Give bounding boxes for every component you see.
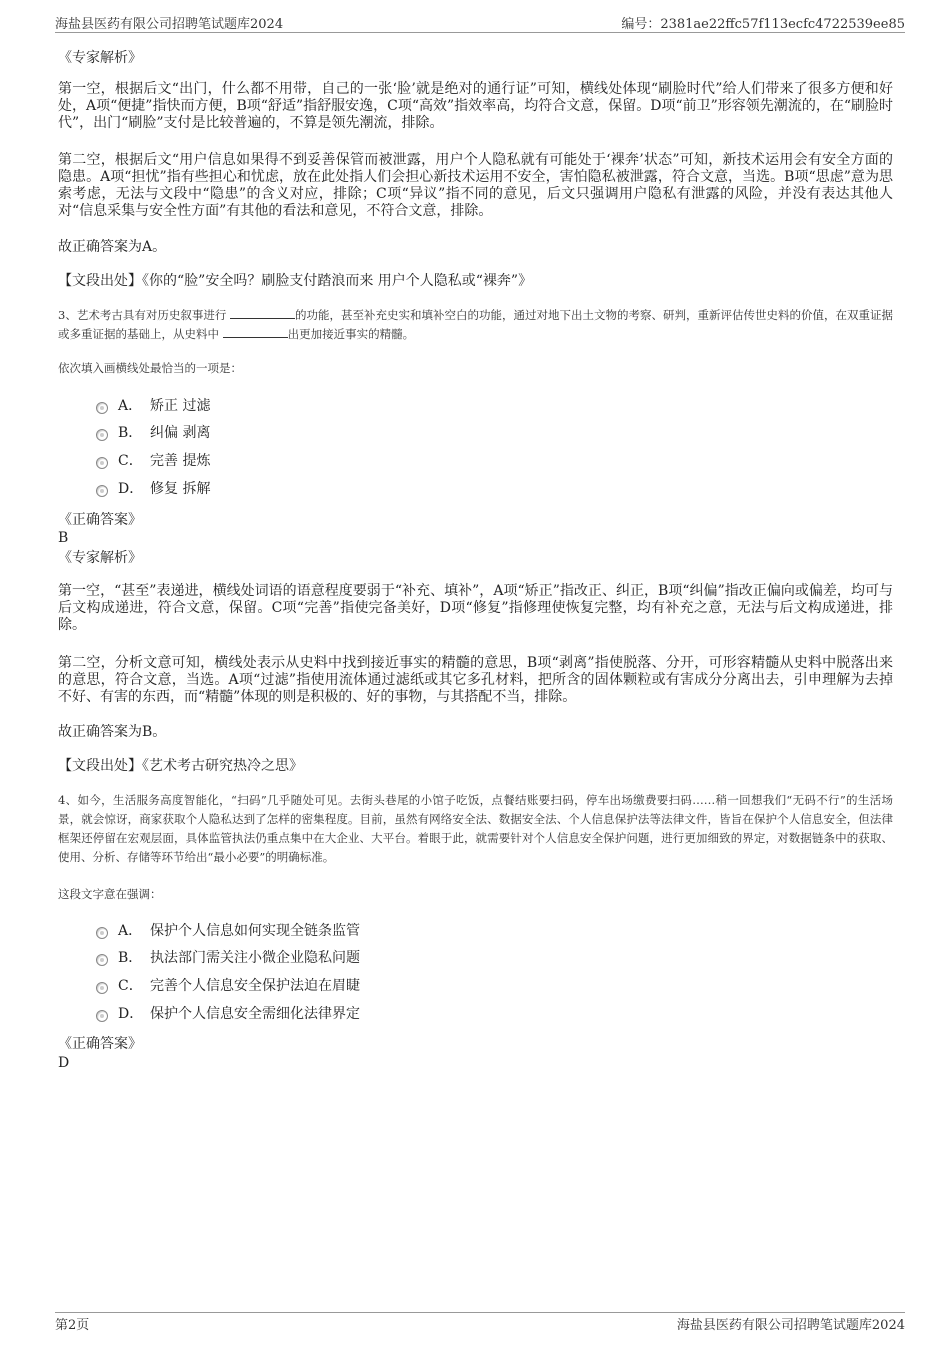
q3-option-b[interactable] bbox=[96, 423, 210, 443]
option-letter: D． bbox=[118, 1006, 144, 1022]
footer-divider bbox=[55, 1312, 905, 1313]
radio-icon[interactable] bbox=[96, 1010, 108, 1022]
option-text: 完善 提炼 bbox=[150, 453, 211, 469]
q4-option-d[interactable] bbox=[96, 1004, 360, 1024]
q3-prompt: 依次填入画横线处最恰当的一项是： bbox=[58, 361, 242, 375]
radio-icon[interactable] bbox=[96, 927, 108, 939]
q3-option-c[interactable] bbox=[96, 451, 210, 471]
radio-icon[interactable] bbox=[96, 954, 108, 966]
page-number: 第2页 bbox=[55, 1318, 90, 1333]
q4-prompt: 这段文字意在强调： bbox=[58, 887, 162, 901]
q2-source: 【文段出处】《你的“脸”安全吗？刷脸支付踏浪而来 用户个人隐私或“裸奔”》 bbox=[58, 273, 533, 289]
q3-text-part-2: 的功能，甚至补充史实和填补空白的功能，通过对地下出土文物的考察、研判，重新评估传世史料的价值，在双重证据或多重证据的基础上，从史料中 bbox=[58, 308, 893, 341]
q3-option-d[interactable] bbox=[96, 479, 210, 499]
radio-icon[interactable] bbox=[96, 429, 108, 441]
q3-blank-2 bbox=[223, 326, 288, 338]
option-letter: C． bbox=[118, 453, 143, 469]
option-letter: D． bbox=[118, 481, 144, 497]
radio-icon[interactable] bbox=[96, 485, 108, 497]
header-divider bbox=[55, 32, 905, 33]
option-letter: B． bbox=[118, 950, 143, 966]
q4-question-text: 4、如今，生活服务高度智能化，“扫码”几乎随处可见。去街头巷尾的小馆子吃饭，点餐结账要扫码，停车出场缴费要扫码……稍一回想我们“无码不行”的生活场景，就会惊讶，商家获取个人隐私达到了怎样的密集程度。目前，虽然有网络安全法、数据安全法、个人信息保护法等法律文件，皆旨在保护个人信息安全，但法律框架还停留在宏观层面，具体监管执法仍重点集中在大企业、大平台。着眼于此，就需要针对个人信息安全保护问题，进行更加细致的界定，对数据链条中的获取、使用、分析、存储等环节给出“最小必要”的明确标准。 bbox=[58, 793, 893, 864]
q2-analysis-paragraph-1: 第一空，根据后文“出门，什么都不用带，自己的一张‘脸’就是绝对的通行证”可知，横线处体现“刷脸时代”给人们带来了很多方便和好处，A项“便捷”指快而方便，B项“舒适”指舒服安逸，C项“高效”指效率高，均符合文意，保留。D项“前卫”形容领先潮流的，在“刷脸时代”，出门“刷脸”支付是比较普遍的，不算是领先潮流，排除。 bbox=[58, 81, 893, 131]
q3-question-text bbox=[58, 306, 893, 344]
option-letter: B． bbox=[118, 425, 143, 441]
option-text: 修复 拆解 bbox=[150, 481, 211, 497]
option-letter: C． bbox=[118, 978, 143, 994]
option-text: 完善个人信息安全保护法迫在眉睫 bbox=[150, 978, 360, 994]
option-text: 保护个人信息如何实现全链条监管 bbox=[150, 923, 360, 939]
q2-analysis-paragraph-2: 第二空，根据后文“用户信息如果得不到妥善保管而被泄露，用户个人隐私就有可能处于‘裸奔’状态”可知，新技术运用会有安全方面的隐患。A项“担忧”指有些担心和忧虑，放在此处指人们会担心新技术运用不安全，害怕隐私被泄露，符合文意，当选。B项“思虑”意为思索考虑，无法与文段中“隐患”的含义对应，排除；C项“异议”指不同的意见，后文只强调用户隐私有泄露的风险，并没有表达其他人对“信息采集与安全性方面”有其他的看法和意见，不符合文意，排除。 bbox=[58, 152, 893, 219]
q3-text-part-1: 3、艺术考古具有对历史叙事进行 bbox=[58, 308, 230, 322]
footer-title: 海盐县医药有限公司招聘笔试题库2024 bbox=[676, 1318, 905, 1333]
q3-analysis-paragraph-2: 第二空，分析文意可知，横线处表示从史料中找到接近事实的精髓的意思，B项“剥离”指使脱落、分开，可形容精髓从史料中脱落出来的意思，符合文意，当选。A项“过滤”指使用流体通过滤纸或其它多孔材料，把所含的固体颗粒或有害成分分离出去，引申理解为去掉不好、有害的东西，而“精髓”体现的则是积极的、好的事物，与其搭配不当，排除。 bbox=[58, 655, 893, 705]
q4-option-b[interactable] bbox=[96, 948, 360, 968]
q2-analysis-label: 《专家解析》 bbox=[58, 50, 142, 66]
q3-source: 【文段出处】《艺术考古研究热冷之思》 bbox=[58, 758, 303, 774]
radio-icon[interactable] bbox=[96, 457, 108, 469]
q3-conclusion: 故正确答案为B。 bbox=[58, 724, 167, 740]
option-letter: A． bbox=[118, 398, 143, 414]
q3-text-part-3: 出更加接近事实的精髓。 bbox=[287, 327, 415, 341]
q3-analysis-paragraph-1: 第一空，“甚至”表递进，横线处词语的语意程度要弱于“补充、填补”，A项“矫正”指改正、纠正，B项“纠偏”指改正偏向或偏差，均可与后文构成递进，符合文意，保留。C项“完善”指使完备美好，D项“修复”指修理使恢复完整，均有补充之意，无法与后文构成递进，排除。 bbox=[58, 583, 893, 633]
q4-answer-label: 《正确答案》 bbox=[58, 1036, 142, 1052]
header-title: 海盐县医药有限公司招聘笔试题库2024 bbox=[55, 17, 284, 32]
option-letter: A． bbox=[118, 923, 143, 939]
page-header bbox=[55, 13, 905, 33]
q2-conclusion: 故正确答案为A。 bbox=[58, 239, 167, 255]
q3-option-a[interactable] bbox=[96, 396, 210, 416]
radio-icon[interactable] bbox=[96, 982, 108, 994]
q3-answer-label: 《正确答案》 bbox=[58, 512, 142, 528]
option-text: 矫正 过滤 bbox=[150, 398, 211, 414]
q3-blank-1 bbox=[230, 307, 295, 319]
header-serial-number: 编号：2381ae22ffc57f113ecfc4722539ee85 bbox=[621, 17, 905, 32]
option-text: 保护个人信息安全需细化法律界定 bbox=[150, 1006, 360, 1022]
option-text: 执法部门需关注小微企业隐私问题 bbox=[150, 950, 360, 966]
q4-option-c[interactable] bbox=[96, 976, 360, 996]
q3-analysis-label: 《专家解析》 bbox=[58, 550, 142, 566]
q4-answer: D bbox=[58, 1055, 70, 1071]
page-footer bbox=[55, 1314, 905, 1334]
option-text: 纠偏 剥离 bbox=[150, 425, 211, 441]
q4-option-a[interactable] bbox=[96, 921, 360, 941]
q3-answer: B bbox=[58, 530, 69, 546]
radio-icon[interactable] bbox=[96, 402, 108, 414]
